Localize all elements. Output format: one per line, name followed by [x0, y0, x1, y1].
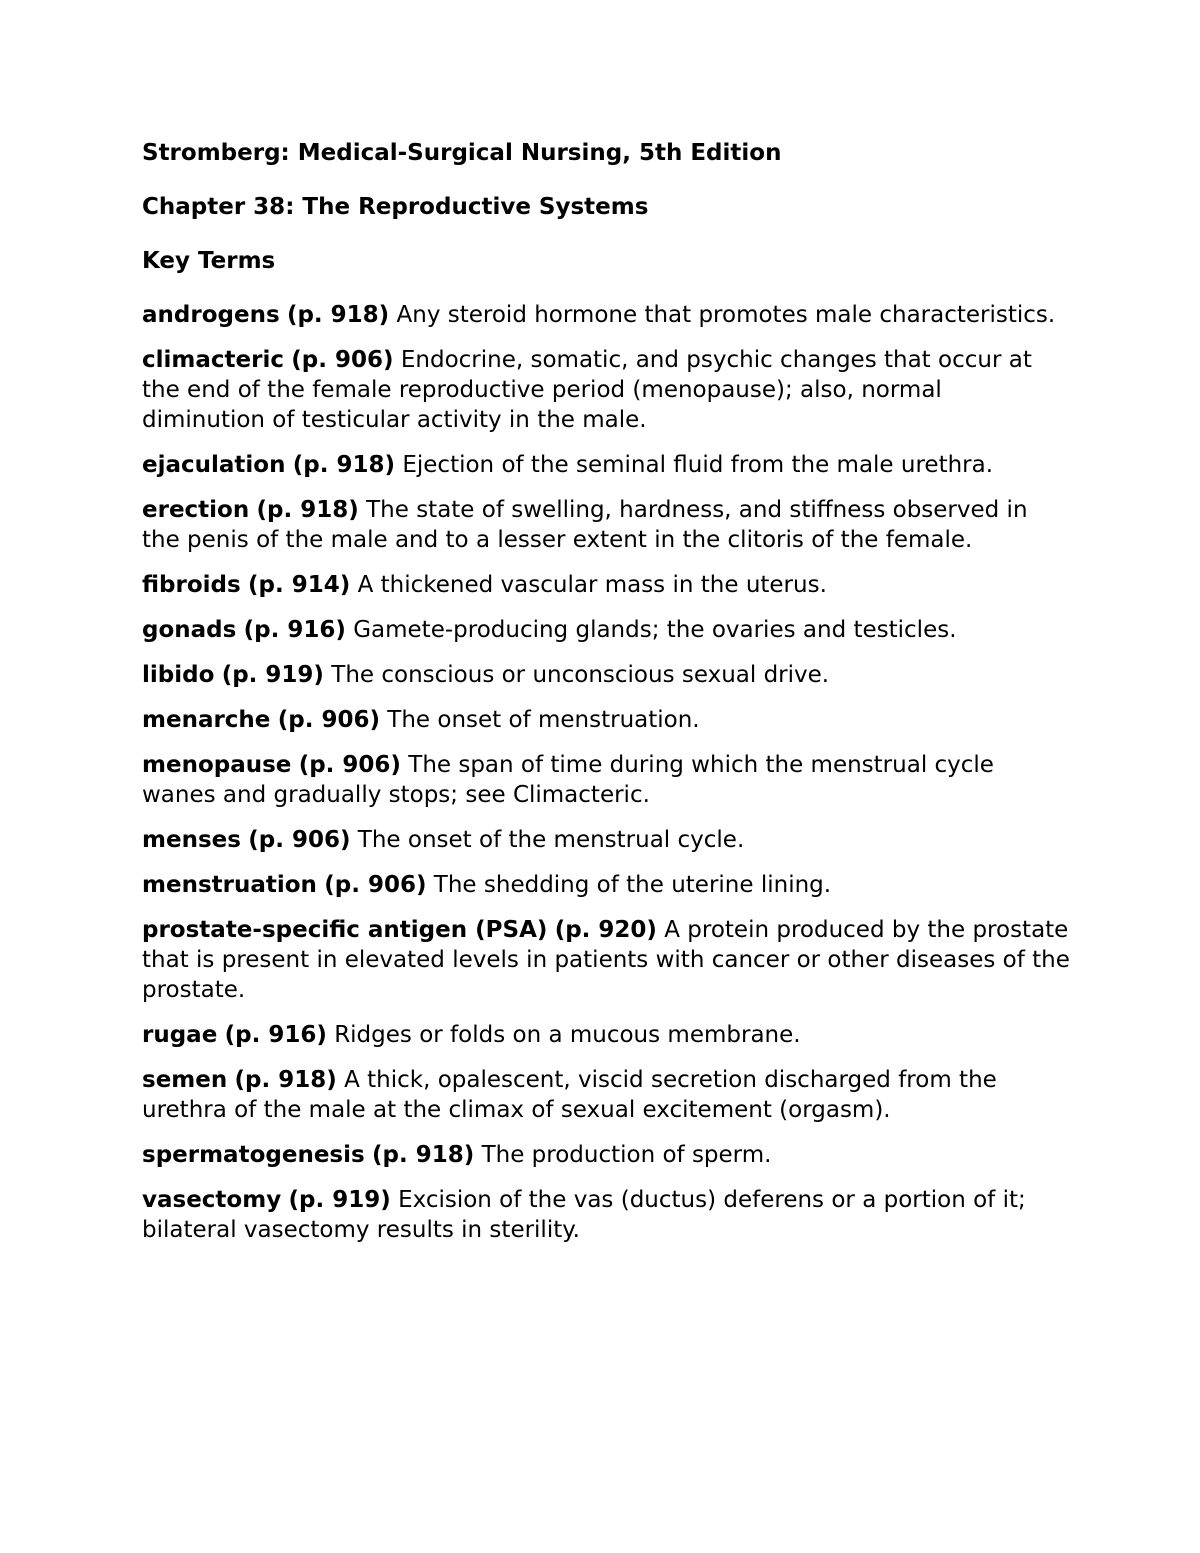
- term-definition: The span of time during which the menstrual cycle wanes and gradually stops; see Climacteric.: [142, 752, 994, 808]
- term-page-reference: (p. 918): [286, 302, 390, 328]
- term-name: libido: [142, 662, 215, 688]
- term-name: spermatogenesis: [142, 1142, 365, 1168]
- key-term-entry: [142, 615, 1072, 645]
- term-name: menstruation: [142, 872, 317, 898]
- term-definition: Excision of the vas (ductus) deferens or a portion of it; bilateral vasectomy results in sterility.: [142, 1187, 1026, 1243]
- term-page-reference: (p. 918): [256, 497, 359, 523]
- term-page-reference: (p. 916): [224, 1022, 327, 1048]
- term-definition: The production of sperm.: [481, 1142, 772, 1168]
- key-term-entry: [142, 495, 1072, 555]
- term-name: climacteric: [142, 347, 284, 373]
- term-name: rugae: [142, 1022, 218, 1048]
- term-definition: The conscious or unconscious sexual drive.: [331, 662, 830, 688]
- term-name: gonads: [142, 617, 237, 643]
- term-name: menarche: [142, 707, 271, 733]
- key-term-entry: [142, 570, 1072, 600]
- term-definition: A thickened vascular mass in the uterus.: [357, 572, 827, 598]
- key-term-entry: [142, 750, 1072, 810]
- term-name: androgens: [142, 302, 280, 328]
- term-name: ejaculation: [142, 452, 286, 478]
- term-page-reference: (p. 919): [288, 1187, 391, 1213]
- term-definition: Ejection of the seminal fluid from the male urethra.: [402, 452, 994, 478]
- key-term-entry: [142, 915, 1072, 1005]
- term-page-reference: (p. 919): [221, 662, 324, 688]
- term-definition: A thick, opalescent, viscid secretion discharged from the urethra of the male at the climax of sexual excitement (orgasm).: [142, 1067, 997, 1123]
- term-page-reference: (p. 918): [234, 1067, 337, 1093]
- key-term-entry: [142, 705, 1072, 735]
- document-page: [142, 138, 1072, 1260]
- chapter-title: Chapter 38: The Reproductive Systems: [142, 194, 649, 220]
- key-term-entry: [142, 660, 1072, 690]
- key-term-entry: [142, 450, 1072, 480]
- term-name: vasectomy: [142, 1187, 282, 1213]
- key-terms-list: [142, 300, 1072, 1245]
- term-page-reference: (p. 918): [372, 1142, 475, 1168]
- key-term-entry: [142, 1185, 1072, 1245]
- term-definition: The shedding of the uterine lining.: [433, 872, 832, 898]
- key-term-entry: [142, 1020, 1072, 1050]
- document-title: Stromberg: Medical-Surgical Nursing, 5th Edition: [142, 140, 782, 166]
- term-page-reference: (p. 906): [298, 752, 401, 778]
- key-term-entry: [142, 300, 1072, 330]
- term-definition: Endocrine, somatic, and psychic changes that occur at the end of the female reproductive period (menopause); also, normal diminution of testicular activity in the male.: [142, 347, 1032, 433]
- term-name: fibroids: [142, 572, 241, 598]
- term-page-reference: (p. 906): [324, 872, 427, 898]
- term-definition: The state of swelling, hardness, and stiffness observed in the penis of the male and to a lesser extent in the clitoris of the female.: [142, 497, 1028, 553]
- term-definition: The onset of menstruation.: [387, 707, 700, 733]
- key-term-entry: [142, 825, 1072, 855]
- term-page-reference: (p. 914): [248, 572, 351, 598]
- term-page-reference: (p. 918): [292, 452, 396, 478]
- term-page-reference: (p. 916): [243, 617, 346, 643]
- term-page-reference: (p. 906): [277, 707, 380, 733]
- term-definition: The onset of the menstrual cycle.: [357, 827, 745, 853]
- term-name: semen: [142, 1067, 228, 1093]
- term-definition: A protein produced by the prostate that is present in elevated levels in patients with cancer or other diseases of the prostate.: [142, 917, 1070, 1003]
- term-definition: Any steroid hormone that promotes male characteristics.: [396, 302, 1056, 328]
- term-name: prostate-specific antigen (PSA): [142, 917, 548, 943]
- term-name: menses: [142, 827, 241, 853]
- term-name: menopause: [142, 752, 292, 778]
- key-term-entry: [142, 345, 1072, 435]
- term-definition: Ridges or folds on a mucous membrane.: [334, 1022, 801, 1048]
- section-heading: Key Terms: [142, 248, 276, 274]
- term-name: erection: [142, 497, 250, 523]
- term-page-reference: (p. 920): [554, 917, 657, 943]
- key-term-entry: [142, 870, 1072, 900]
- term-page-reference: (p. 906): [291, 347, 394, 373]
- key-term-entry: [142, 1065, 1072, 1125]
- key-term-entry: [142, 1140, 1072, 1170]
- term-definition: Gamete-producing glands; the ovaries and testicles.: [353, 617, 957, 643]
- term-page-reference: (p. 906): [248, 827, 351, 853]
